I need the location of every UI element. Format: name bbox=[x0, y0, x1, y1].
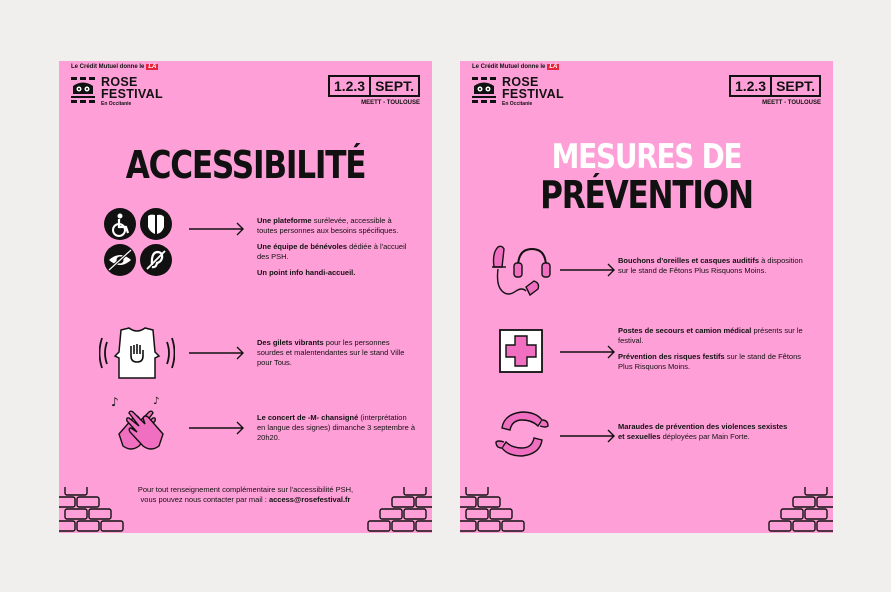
svg-text:♪: ♪ bbox=[111, 395, 119, 409]
first-aid-cross-icon bbox=[498, 328, 544, 374]
month: SEPT. bbox=[369, 77, 418, 95]
info-line: Une plateforme surélevée, accessible à toutes personnes aux besoins spécifiques. bbox=[257, 216, 399, 235]
dates-box bbox=[328, 75, 420, 97]
contact-footer: Pour tout renseignement complémentaire sur l'accessibilité PSH, vous pouvez nous contacter par mail : access@rosefestival.fr bbox=[137, 485, 354, 504]
arrow-right-icon bbox=[559, 345, 617, 359]
arrow-right-icon bbox=[559, 263, 617, 277]
logo-mask-icon bbox=[472, 77, 496, 103]
dates: 1.2.3 bbox=[333, 78, 366, 94]
logo-title: ROSE FESTIVAL bbox=[101, 75, 163, 101]
prevention-info-1 bbox=[618, 256, 808, 282]
arrow-right-icon bbox=[559, 429, 617, 443]
poster-accessibilite bbox=[59, 61, 432, 533]
info-line: Prévention des risques festifs sur le stand de Fêtons Plus Risquons Moins. bbox=[618, 352, 801, 371]
logo-mask-icon bbox=[71, 77, 95, 103]
contact-email[interactable]: access@rosefestival.fr bbox=[268, 495, 351, 504]
info-line: Un point info handi-accueil. bbox=[257, 268, 356, 277]
sign-language-hands-icon bbox=[111, 394, 171, 456]
info-line: Des gilets vibrants pour les personnes sourdes et malentendantes sur le stand Ville pour Tous. bbox=[257, 338, 405, 367]
accessibility-info-2 bbox=[257, 338, 407, 374]
month: SEPT. bbox=[770, 77, 819, 95]
svg-text:♪: ♪ bbox=[153, 396, 160, 407]
arrow-right-icon bbox=[188, 421, 246, 435]
accessibility-info-1 bbox=[257, 216, 407, 284]
arrow-right-icon bbox=[188, 222, 246, 236]
info-line: Postes de secours et camion médical présents sur le festival. bbox=[618, 326, 803, 345]
info-line: Maraudes de prévention des violences sexistes et sexuelles déployées par Main Forte. bbox=[618, 422, 788, 441]
brick-wall-icon bbox=[59, 487, 131, 533]
supporting-arms-icon bbox=[494, 408, 550, 460]
arrow-right-icon bbox=[188, 346, 246, 360]
dates-box bbox=[729, 75, 821, 97]
info-line: Le concert de -M- chansigné (interprétation en langue des signes) dimanche 3 septembre à 20h20. bbox=[257, 413, 416, 442]
poster-prevention bbox=[460, 61, 833, 533]
page-title-line2: PRÉVENTION bbox=[540, 173, 753, 217]
sponsor-badge: LA bbox=[148, 64, 157, 70]
venue: MEETT - TOULOUSE bbox=[361, 100, 420, 106]
logo-subtitle: En Occitanie bbox=[502, 101, 533, 107]
info-line: Bouchons d'oreilles et casques auditifs à disposition sur le stand de Fêtons Plus Risquons Moins. bbox=[618, 256, 803, 275]
vibrating-vest-icon bbox=[99, 324, 175, 384]
prevention-info-3 bbox=[618, 422, 788, 448]
sponsor-line: Le Crédit Mutuel donne le LA bbox=[71, 64, 157, 70]
sponsor-line: Le Crédit Mutuel donne le LA bbox=[472, 64, 558, 70]
rose-festival-logo bbox=[472, 76, 592, 112]
logo-subtitle: En Occitanie bbox=[101, 101, 132, 107]
venue: MEETT - TOULOUSE bbox=[762, 100, 821, 106]
prevention-info-2 bbox=[618, 326, 808, 378]
dates: 1.2.3 bbox=[734, 78, 767, 94]
brick-wall-icon bbox=[360, 487, 432, 533]
accessibility-info-3 bbox=[257, 413, 417, 449]
page-title: ACCESSIBILITÉ bbox=[125, 143, 366, 187]
rose-festival-logo bbox=[71, 76, 191, 112]
earplugs-headphones-icon bbox=[488, 241, 554, 303]
logo-title: ROSE FESTIVAL bbox=[502, 75, 564, 101]
info-line: Une équipe de bénévoles dédiée à l'accueil des PSH. bbox=[257, 242, 407, 261]
sponsor-badge: LA bbox=[549, 64, 558, 70]
page-title-line1: MESURES DE bbox=[551, 137, 742, 177]
accessibility-symbols-icon bbox=[103, 207, 175, 279]
brick-wall-icon bbox=[460, 487, 532, 533]
brick-wall-icon bbox=[761, 487, 833, 533]
